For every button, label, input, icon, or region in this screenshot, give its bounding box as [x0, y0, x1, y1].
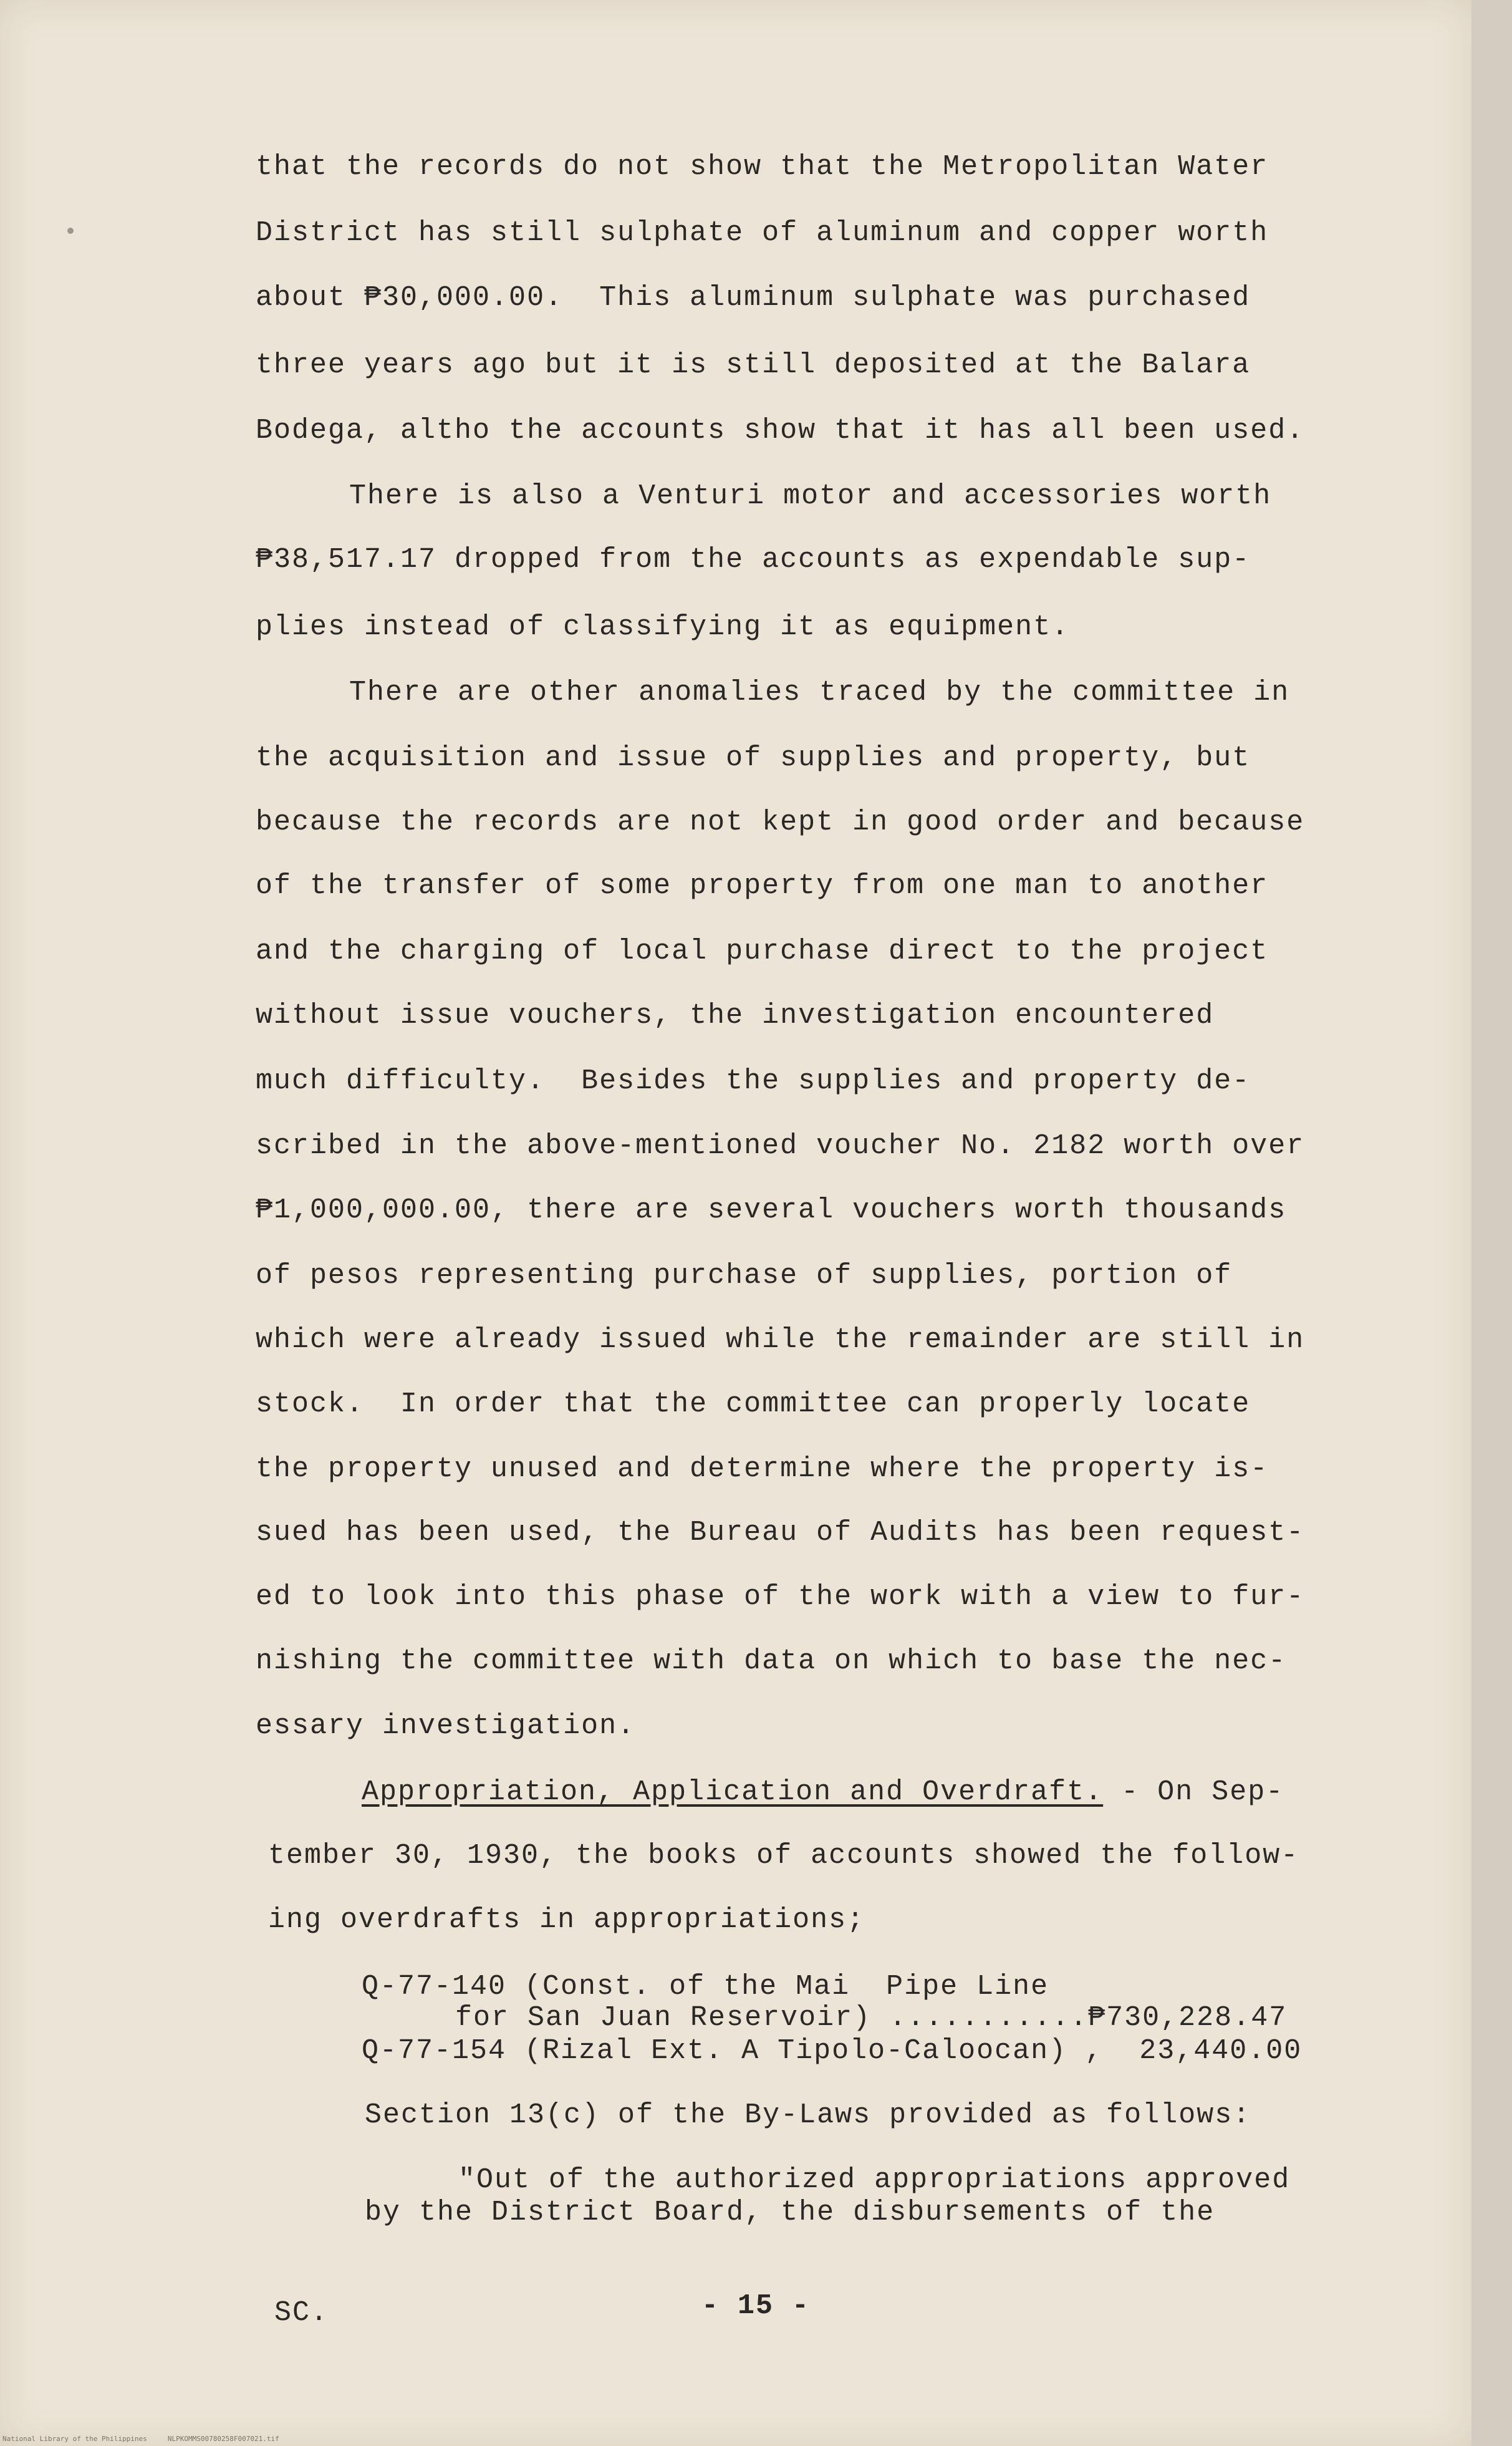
text-line: District has still sulphate of aluminum and copper worth [256, 217, 1269, 249]
text-line: ing overdrafts in appropriations; [268, 1904, 865, 1936]
text-line: scribed in the above-mentioned voucher No. 2182 worth over [256, 1130, 1305, 1162]
text-line: of the transfer of some property from one man to another [256, 870, 1269, 902]
text-line: about ₱30,000.00. This aluminum sulphate was purchased [256, 282, 1251, 314]
text-line: three years ago but it is still deposited at the Balara [256, 349, 1251, 381]
text-line: stock. In order that the committee can properly locate [256, 1388, 1251, 1420]
overdraft-line: Q-77-140 (Const. of the Mai Pipe Line [362, 1971, 1049, 2003]
section-heading-continuation: - On Sep- [1103, 1776, 1284, 1808]
text-line: without issue vouchers, the investigation encountered [256, 1000, 1215, 1032]
text-line: essary investigation. [256, 1710, 636, 1742]
text-line: ed to look into this phase of the work with a view to fur- [256, 1581, 1305, 1613]
text-line: tember 30, 1930, the books of accounts showed the follow- [268, 1840, 1299, 1872]
quote-line: by the District Board, the disbursements of the [365, 2197, 1215, 2228]
section-heading-line [362, 1776, 1284, 1808]
text-line: sued has been used, the Bureau of Audits has been request- [256, 1517, 1305, 1549]
section-heading: Appropriation, Application and Overdraft. [362, 1776, 1104, 1808]
archive-stamp: National Library of the Philippines NLPKOMMS00780258F007021.tif [2, 2435, 279, 2443]
overdraft-line: for San Juan Reservoir) ...........₱730,228.47 [455, 2002, 1288, 2034]
page-number: - 15 - [701, 2290, 811, 2322]
quote-line: "Out of the authorized appropriations approved [458, 2164, 1291, 2196]
text-line: because the records are not kept in good order and because [256, 806, 1305, 838]
text-line: plies instead of classifying it as equipment. [256, 611, 1070, 643]
paper-speck [67, 228, 74, 234]
text-line: There is also a Venturi motor and accessories worth [349, 480, 1272, 512]
text-line: Section 13(c) of the By-Laws provided as follows: [365, 2099, 1251, 2131]
text-line: that the records do not show that the Metropolitan Water [256, 151, 1269, 183]
text-line: ₱1,000,000.00, there are several vouchers worth thousands [256, 1194, 1287, 1226]
overdraft-line: Q-77-154 (Rizal Ext. A Tipolo-Caloocan) , 23,440.00 [362, 2035, 1303, 2067]
text-line: and the charging of local purchase direct to the project [256, 935, 1269, 967]
text-line: much difficulty. Besides the supplies and property de- [256, 1065, 1251, 1097]
text-line: ₱38,517.17 dropped from the accounts as expendable sup- [256, 544, 1251, 576]
text-line: There are other anomalies traced by the committee in [349, 677, 1290, 708]
text-line: nishing the committee with data on which to base the nec- [256, 1645, 1287, 1677]
text-line: of pesos representing purchase of supplies, portion of [256, 1260, 1233, 1292]
text-line: the acquisition and issue of supplies and property, but [256, 742, 1251, 774]
scan-background [1471, 0, 1512, 2446]
footer-initials: SC. [274, 2297, 329, 2329]
text-line: Bodega, altho the accounts show that it has all been used. [256, 415, 1305, 447]
text-line: the property unused and determine where the property is- [256, 1453, 1269, 1485]
text-line: which were already issued while the remainder are still in [256, 1324, 1305, 1356]
